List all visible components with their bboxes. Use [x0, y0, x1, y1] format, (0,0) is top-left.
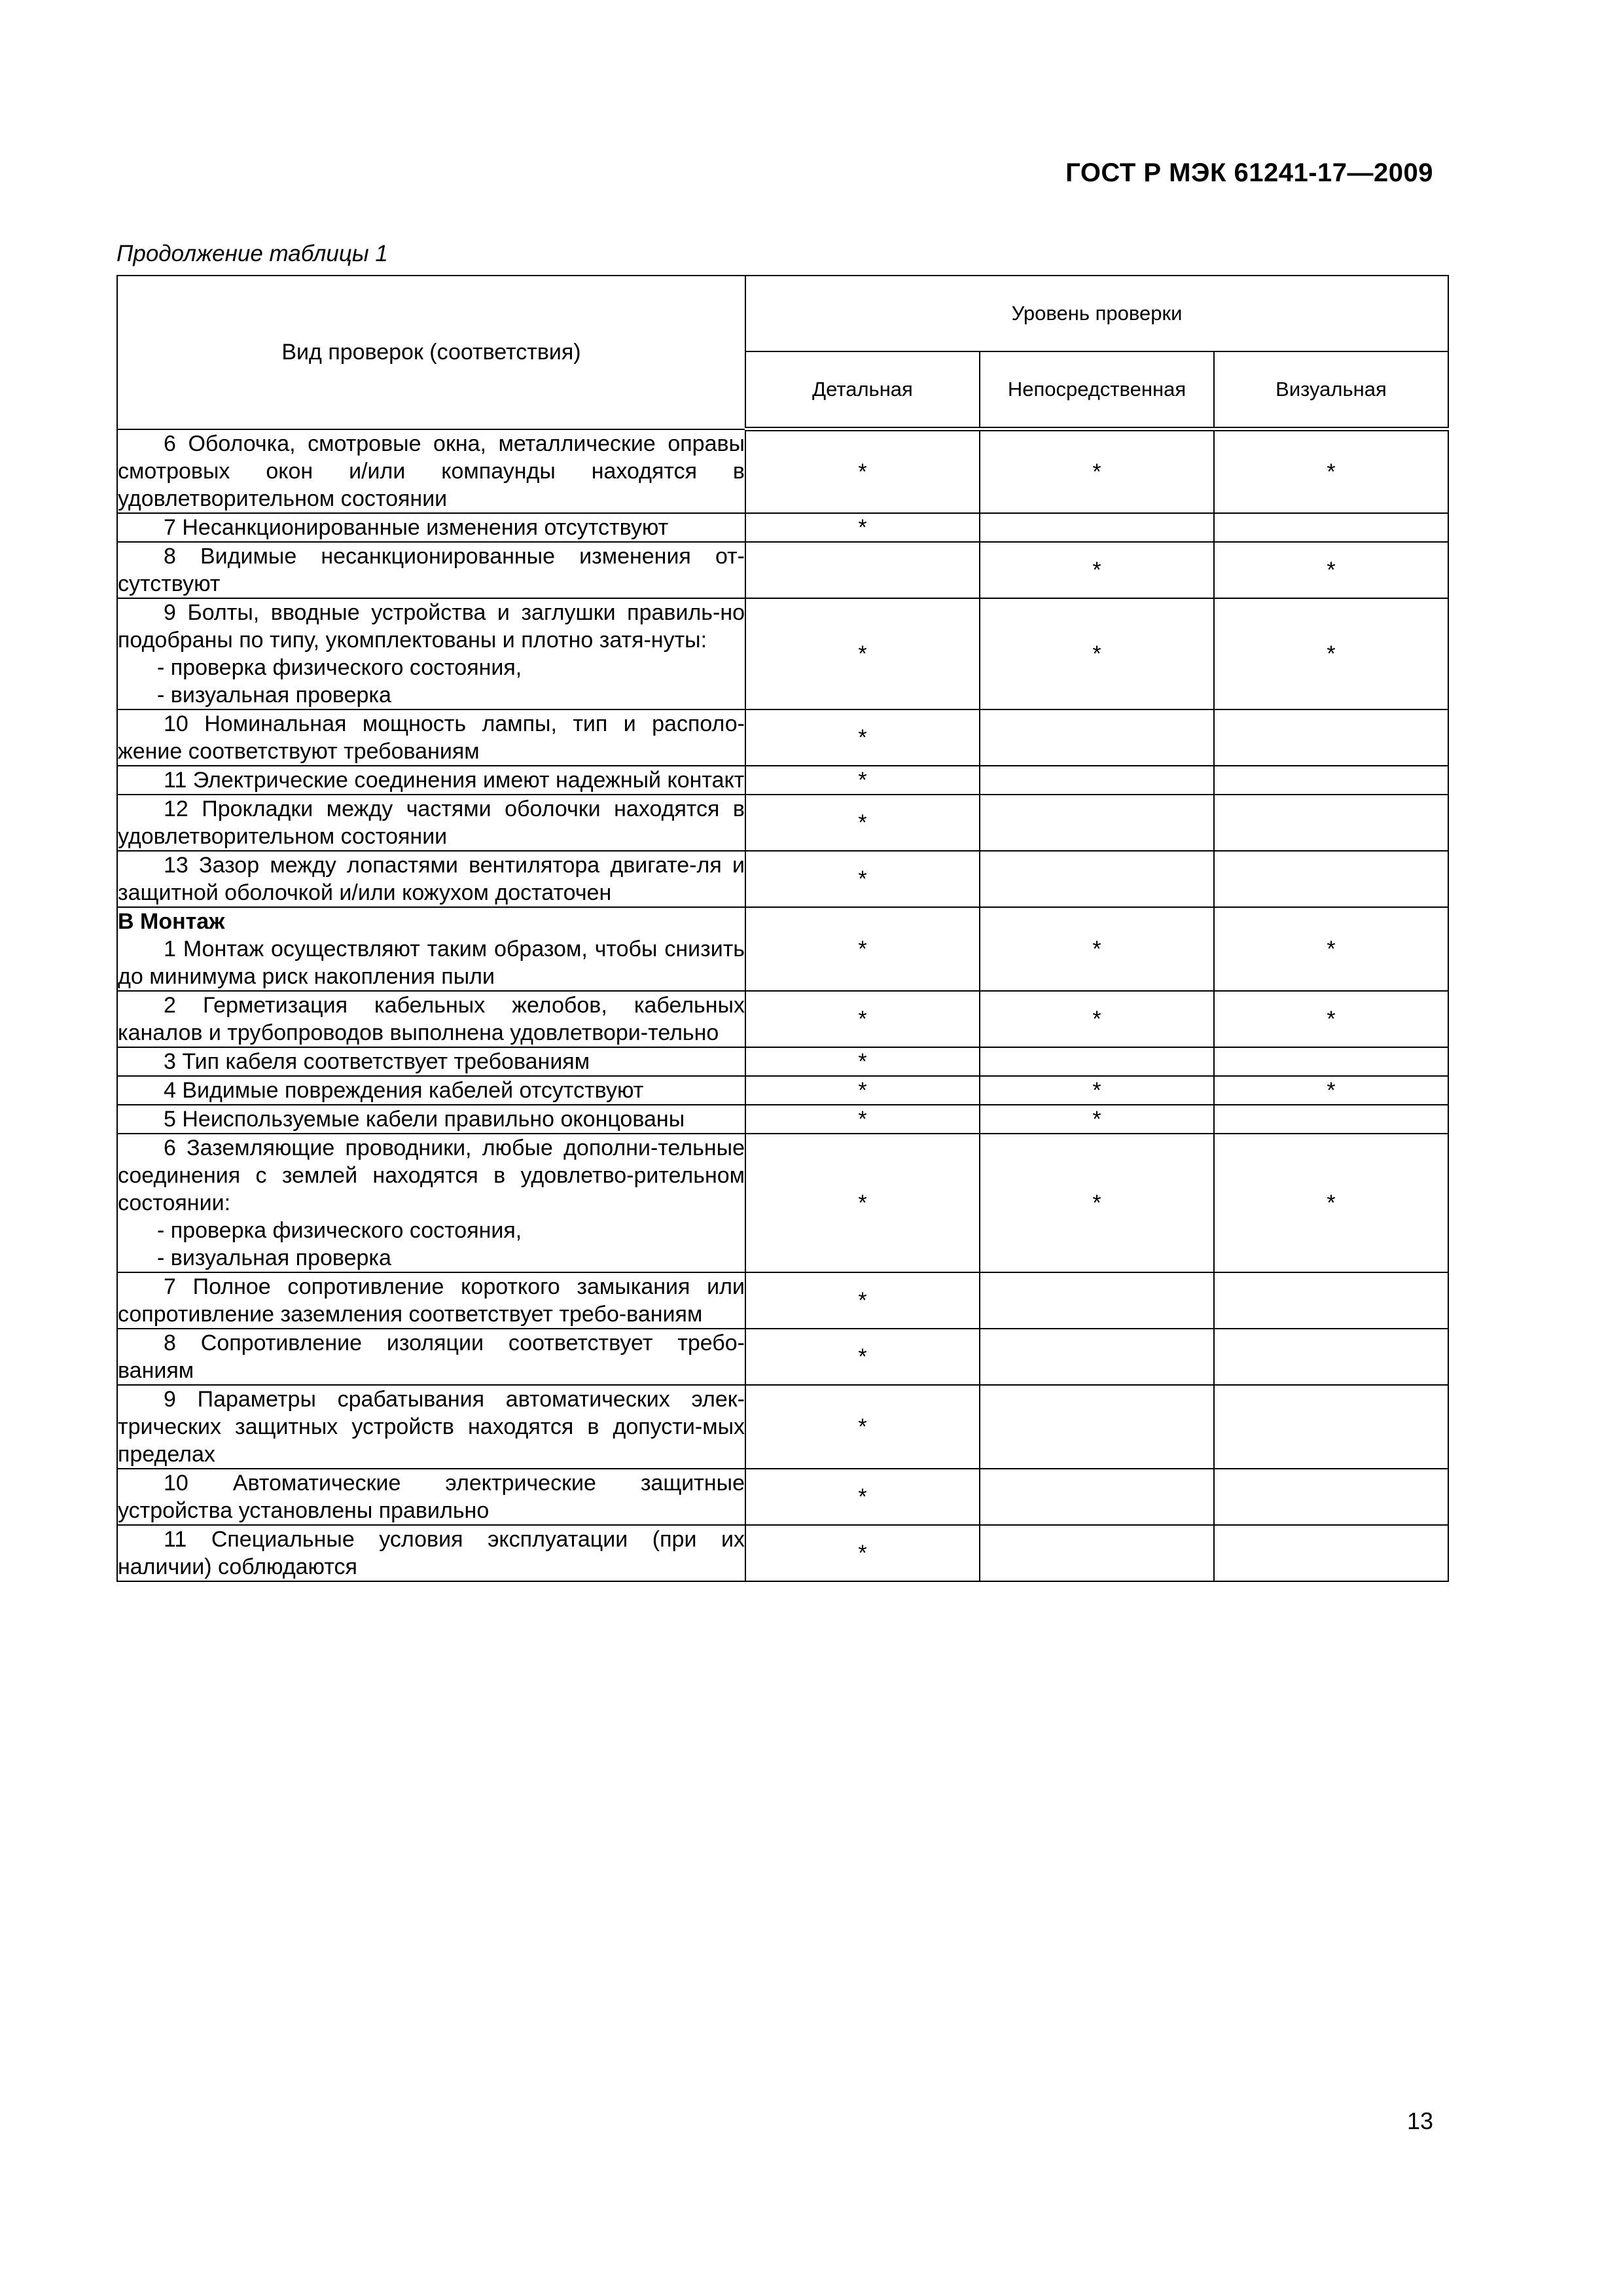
check-description	[117, 1272, 745, 1329]
check-text: 5 Неиспользуемые кабели правильно оконцованы	[164, 1106, 685, 1132]
mark-detailed	[745, 542, 980, 598]
check-text: 9 Болты, вводные устройства и заглушки правиль-но подобраны по типу, укомплектованы и плотно затя-нуты:	[118, 600, 745, 653]
mark-detailed: *	[745, 907, 980, 991]
table-row	[117, 1134, 1448, 1272]
mark-visual	[1214, 766, 1448, 795]
mark-direct: *	[980, 1134, 1214, 1272]
check-description	[117, 991, 745, 1047]
check-description	[117, 795, 745, 851]
mark-direct: *	[980, 598, 1214, 709]
mark-visual: *	[1214, 429, 1448, 513]
mark-visual: *	[1214, 1076, 1448, 1105]
header-check-type: Вид проверок (соответствия)	[117, 276, 745, 429]
check-description	[117, 1076, 745, 1105]
table-row	[117, 991, 1448, 1047]
mark-detailed: *	[745, 1329, 980, 1385]
mark-direct	[980, 709, 1214, 766]
mark-direct	[980, 513, 1214, 542]
check-text: 13 Зазор между лопастями вентилятора двигате-ля и защитной оболочкой и/или кожухом достаточен	[118, 852, 745, 905]
mark-visual	[1214, 1105, 1448, 1134]
mark-detailed: *	[745, 991, 980, 1047]
mark-direct	[980, 1329, 1214, 1385]
table-row	[117, 598, 1448, 709]
mark-direct: *	[980, 907, 1214, 991]
mark-direct	[980, 1385, 1214, 1469]
inspection-table	[116, 275, 1449, 1582]
table-row	[117, 1272, 1448, 1329]
table-row	[117, 429, 1448, 513]
check-description	[117, 1329, 745, 1385]
check-subitem: - проверка физического состояния,	[157, 1217, 522, 1243]
mark-direct: *	[980, 429, 1214, 513]
mark-detailed: *	[745, 429, 980, 513]
check-text: 10 Номинальная мощность лампы, тип и располо-жение соответствуют требованиям	[118, 711, 745, 764]
mark-detailed: *	[745, 1105, 980, 1134]
mark-detailed: *	[745, 709, 980, 766]
check-text: 12 Прокладки между частями оболочки находятся в удовлетворительном состоянии	[118, 796, 745, 849]
mark-visual: *	[1214, 907, 1448, 991]
table-row	[117, 851, 1448, 907]
check-text: 7 Несанкционированные изменения отсутствуют	[164, 514, 669, 540]
check-description	[117, 766, 745, 795]
check-text: 3 Тип кабеля соответствует требованиям	[164, 1049, 590, 1074]
mark-visual	[1214, 1047, 1448, 1076]
check-description	[117, 1525, 745, 1581]
mark-visual: *	[1214, 991, 1448, 1047]
check-description	[117, 1134, 745, 1272]
check-description	[117, 513, 745, 542]
page-number: 13	[1406, 2108, 1433, 2134]
mark-direct	[980, 1047, 1214, 1076]
mark-visual: *	[1214, 598, 1448, 709]
check-description	[117, 1469, 745, 1525]
check-description	[117, 429, 745, 513]
check-subitem: - визуальная проверка	[157, 1245, 391, 1270]
mark-visual: *	[1214, 1134, 1448, 1272]
mark-visual	[1214, 1525, 1448, 1581]
table-row	[117, 1525, 1448, 1581]
mark-visual: *	[1214, 542, 1448, 598]
check-description	[117, 709, 745, 766]
check-text: 2 Герметизация кабельных желобов, кабельных каналов и трубопроводов выполнена удовлетвори-тельно	[118, 992, 745, 1045]
check-description	[117, 1105, 745, 1134]
check-text: 10 Автоматические электрические защитные устройства установлены правильно	[118, 1470, 745, 1523]
table-body	[117, 429, 1448, 1581]
check-text: 6 Оболочка, смотровые окна, металлические оправы смотровых окон и/или компаунды находятся в удовлетворительном состоянии	[118, 431, 745, 511]
mark-direct: *	[980, 1105, 1214, 1134]
check-description	[117, 1385, 745, 1469]
mark-visual	[1214, 1385, 1448, 1469]
check-description	[117, 1047, 745, 1076]
table-row	[117, 795, 1448, 851]
check-text: 4 Видимые повреждения кабелей отсутствуют	[164, 1077, 644, 1103]
table-row	[117, 1076, 1448, 1105]
table-row	[117, 1385, 1448, 1469]
mark-detailed: *	[745, 598, 980, 709]
mark-detailed: *	[745, 766, 980, 795]
check-text: 1 Монтаж осуществляют таким образом, чтобы снизить до минимума риск накопления пыли	[118, 936, 745, 989]
table-row	[117, 1105, 1448, 1134]
mark-visual	[1214, 1272, 1448, 1329]
mark-detailed: *	[745, 1134, 980, 1272]
table-row	[117, 766, 1448, 795]
mark-detailed: *	[745, 1076, 980, 1105]
check-subitem: - визуальная проверка	[157, 682, 391, 708]
mark-direct: *	[980, 991, 1214, 1047]
mark-direct: *	[980, 542, 1214, 598]
check-description	[117, 851, 745, 907]
mark-direct	[980, 766, 1214, 795]
mark-detailed: *	[745, 1469, 980, 1525]
mark-detailed: *	[745, 1525, 980, 1581]
check-text: 6 Заземляющие проводники, любые дополни-тельные соединения с землей находятся в удовлетво-рительном состоянии:	[118, 1135, 745, 1215]
check-description	[117, 907, 745, 991]
mark-detailed: *	[745, 795, 980, 851]
mark-direct	[980, 1525, 1214, 1581]
table-row	[117, 907, 1448, 991]
table-row	[117, 1469, 1448, 1525]
mark-direct	[980, 851, 1214, 907]
section-title: В Монтаж	[118, 908, 225, 934]
check-text: 8 Сопротивление изоляции соответствует требо-ваниям	[118, 1330, 745, 1383]
table-row	[117, 513, 1448, 542]
check-text: 9 Параметры срабатывания автоматических элек-трических защитных устройств находятся в допусти-мых пределах	[118, 1386, 745, 1467]
mark-visual	[1214, 795, 1448, 851]
mark-detailed: *	[745, 1047, 980, 1076]
standard-code: ГОСТ Р МЭК 61241-17—2009	[1065, 158, 1433, 187]
mark-direct: *	[980, 1076, 1214, 1105]
header-level: Уровень проверки	[745, 276, 1448, 351]
mark-visual	[1214, 709, 1448, 766]
mark-visual	[1214, 1329, 1448, 1385]
mark-direct	[980, 795, 1214, 851]
table-row	[117, 1329, 1448, 1385]
mark-direct	[980, 1469, 1214, 1525]
header-visual: Визуальная	[1214, 351, 1448, 429]
table-caption: Продолжение таблицы 1	[116, 241, 388, 266]
check-text: 11 Специальные условия эксплуатации (при их наличии) соблюдаются	[118, 1526, 745, 1579]
mark-direct	[980, 1272, 1214, 1329]
table-row	[117, 542, 1448, 598]
check-description	[117, 542, 745, 598]
header-direct: Непосредственная	[980, 351, 1214, 429]
table-row	[117, 1047, 1448, 1076]
check-description	[117, 598, 745, 709]
check-text: 8 Видимые несанкционированные изменения от-сутствуют	[118, 543, 745, 596]
mark-detailed: *	[745, 1272, 980, 1329]
check-subitem: - проверка физического состояния,	[157, 655, 522, 680]
mark-visual	[1214, 513, 1448, 542]
mark-detailed: *	[745, 1385, 980, 1469]
mark-visual	[1214, 851, 1448, 907]
table-row	[117, 709, 1448, 766]
mark-visual	[1214, 1469, 1448, 1525]
check-text: 11 Электрические соединения имеют надежный контакт	[164, 767, 745, 793]
check-text: 7 Полное сопротивление короткого замыкания или сопротивление заземления соответствует требо-ваниям	[118, 1274, 745, 1327]
mark-detailed: *	[745, 513, 980, 542]
header-detailed: Детальная	[745, 351, 980, 429]
mark-detailed: *	[745, 851, 980, 907]
